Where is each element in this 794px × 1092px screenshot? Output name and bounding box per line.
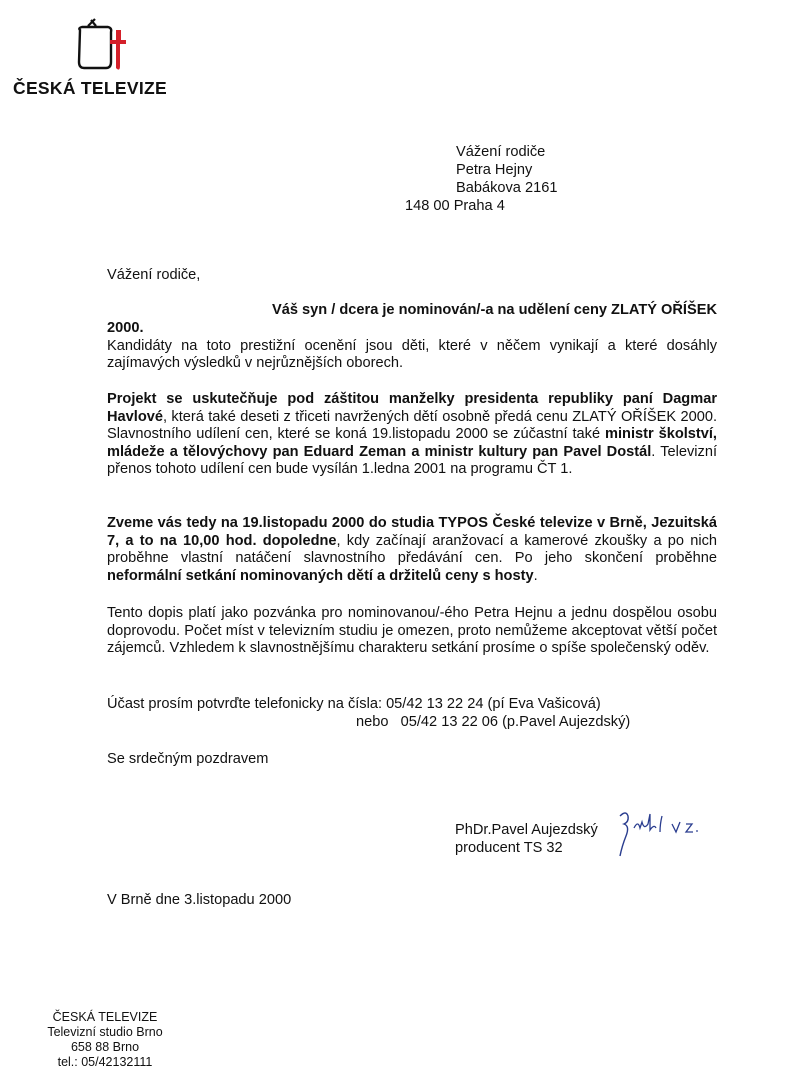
invitation-bold-1: Zveme vás tedy na 19.listopadu 2000 do studia TYPOS České televize v Brně, Jezuitská 7, a to na 10,00 hod. dopoledne [107,515,717,549]
footer-line: tel.: 05/42132111 [57,1055,153,1069]
invitation-paragraph [107,515,717,585]
project-text-1: , která také deseti z třiceti navržených dětí osobně předá cenu ZLATÝ OŘÍŠEK 2000. Slavnostního udílení cen, které se koná 19.listopadu 2000 se zúčastní také [107,408,717,442]
confirmation-line: Účast prosím potvrďte telefonicky na čísla: 05/42 13 22 24 (pí Eva Vašicová) [107,696,601,712]
signer-name: PhDr.Pavel Aujezdský [455,822,598,838]
ct-logo-icon [66,16,146,76]
confirmation-block [107,695,630,731]
footer-line: 658 88 Brno [70,1040,140,1054]
signer-title: producent TS 32 [455,840,563,856]
signature-block [455,821,598,857]
handwritten-signature-icon [612,806,712,858]
project-bold-1: Projekt se uskutečňuje pod záštitou manželky presidenta republiky paní Dagmar Havlové [107,391,717,425]
closing-phrase: Se srdečným pozdravem [107,751,269,767]
recipient-line: Vážení rodiče [456,144,546,160]
footer-line: ČESKÁ TELEVIZE [52,1010,158,1024]
nomination-heading: Váš syn / dcera je nominován/-a na udělení ceny ZLATÝ OŘÍŠEK [272,302,717,318]
project-paragraph [107,391,717,479]
project-bold-2: ministr školství, mládeže a tělovýchovy pan Eduard Zeman a ministr kultury pan Pavel Dostál [107,426,717,460]
recipient-address [405,143,557,215]
brand-name: ČESKÁ TELEVIZE [13,78,167,98]
project-text-2: . Televizní přenos tohoto udílení cen bude vysílán 1.ledna 2001 na programu ČT 1. [107,443,718,477]
recipient-line: Petra Hejny [456,162,533,178]
pass-paragraph [107,605,717,658]
nomination-text: Kandidáty na toto prestižní ocenění jsou děti, které v něčem vynikají a které dosáhly zajímavých výsledků v nejrůznějších oborech. [107,337,717,371]
footer-line: Televizní studio Brno [47,1025,163,1039]
pass-text: Tento dopis platí jako pozvánka pro nominovanou/-ého Petra Hejnu a jednu dospělou osobu doprovodu. Počet míst v televizním studiu je omezen, proto nemůžeme akceptovat větší počet zájemců. Vzhledem k slavnostnějšímu charakteru setkání prosíme o spíše společenský oděv. [107,605,717,656]
salutation: Vážení rodiče, [107,267,201,283]
nomination-year: 2000. [107,320,144,336]
recipient-line: 148 00 Praha 4 [405,198,505,214]
invitation-text-2: . [533,567,538,584]
recipient-line: Babákova 2161 [456,180,558,196]
invitation-text-1: , kdy začínají aranžovací a kamerové zkoušky a po nich proběhne vlastní natáčení slavnostního předávání cen. Po jeho skončení proběhne [107,532,718,566]
date-line: V Brně dne 3.listopadu 2000 [107,892,292,908]
confirmation-line: nebo 05/42 13 22 06 (p.Pavel Aujezdský) [356,714,631,730]
invitation-bold-2: neformální setkání nominovaných dětí a držitelů ceny s hosty [107,567,534,584]
nomination-paragraph [107,320,717,373]
footer-address [35,1010,175,1070]
